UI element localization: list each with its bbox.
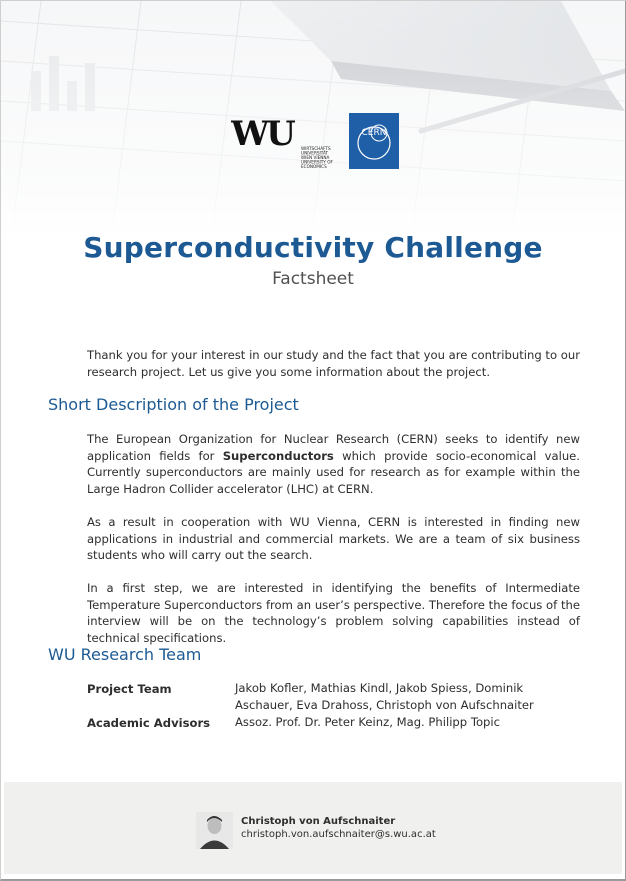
page-title: Superconductivity Challenge <box>83 231 543 264</box>
page-subtitle: Factsheet <box>272 269 354 289</box>
contact-footer <box>4 782 622 874</box>
svg-text:WIEN VIENNA: WIEN VIENNA <box>301 155 330 160</box>
cern-logo <box>349 113 399 169</box>
description-paragraph-3: In a first step, we are interested in identifying the benefits of Intermediate Temperature Superconductors from an user’s perspective. Therefore the focus of the interview will be on the technology’s problem solving capabilities instead of technical specifications. <box>87 581 580 645</box>
team-row-value-academic-advisors: Assoz. Prof. Dr. Peter Keinz, Mag. Philipp Topic <box>235 715 500 729</box>
svg-text:UNIVERSITY OF: UNIVERSITY OF <box>301 159 333 165</box>
svg-text:CERN: CERN <box>361 128 387 138</box>
superconductors-emphasis: Superconductors <box>222 448 334 463</box>
svg-text:UNIVERSITÄT: UNIVERSITÄT <box>301 150 329 156</box>
description-paragraph-2: As a result in cooperation with WU Vienna, CERN is interested in finding new applications in industrial and commercial markets. We are a team of six business students who will carry out the search. <box>87 515 580 563</box>
team-row-label-project-team: Project Team <box>87 682 172 696</box>
svg-text:ECONOMICS: ECONOMICS <box>301 164 327 169</box>
contact-name: Christoph von Aufschnaiter <box>241 816 396 827</box>
team-row-label-academic-advisors: Academic Advisors <box>87 716 211 730</box>
svg-text:WIRTSCHAFTS: WIRTSCHAFTS <box>301 146 331 151</box>
wu-vienna-logo <box>231 113 341 169</box>
logo-area <box>231 113 411 171</box>
section-heading-team: WU Research Team <box>48 645 202 664</box>
section-heading-description: Short Description of the Project <box>48 395 299 414</box>
intro-paragraph: Thank you for your interest in our study and the fact that you are contributing to our research project. Let us give you some information about the project. <box>87 348 580 379</box>
team-row-value-project-team: Jakob Kofler, Mathias Kindl, Jakob Spiess, Dominik Aschauer, Eva Drahoss, Christoph von Aufschnaiter <box>235 681 534 712</box>
contact-email[interactable]: christoph.von.aufschnaiter@s.wu.ac.at <box>241 829 436 840</box>
description-paragraph-1: The European Organization for Nuclear Research (CERN) seeks to identify new application fields for Superconductors which provide socio-economical value. Currently superconductors are mainly used for research as for example within the Large Hadron Collider accelerator (LHC) at CERN. <box>87 432 580 496</box>
svg-text:WU: WU <box>231 114 293 154</box>
avatar <box>196 812 233 849</box>
